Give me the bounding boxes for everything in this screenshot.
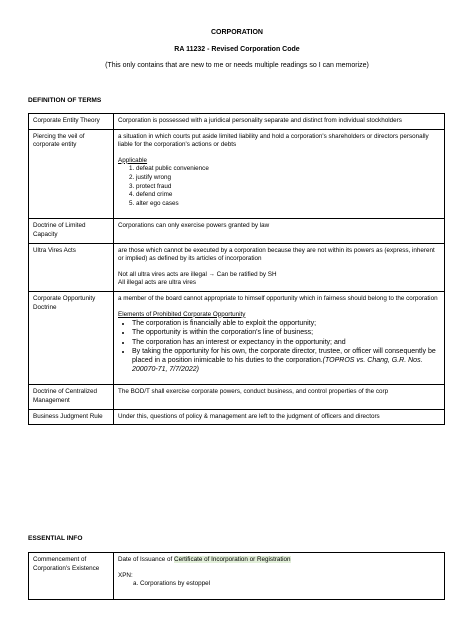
list-item: • The opportunity is within the corporation's line of business; — [132, 328, 440, 337]
applicable-label: Applicable — [118, 156, 148, 164]
definition-ultra-vires — [114, 243, 445, 291]
xpn-list — [118, 580, 440, 589]
term-corporate-entity: Corporate Entity Theory — [29, 114, 114, 130]
elements-label: Elements of Prohibited Corporate Opportunity — [118, 310, 246, 318]
term-piercing: Piercing the veil of corporate entity — [29, 129, 114, 219]
definition-limited-capacity: Corporations can only exercise powers granted by law — [114, 219, 445, 243]
essential-table — [28, 552, 445, 600]
list-item: a. Corporations by estoppel — [140, 580, 440, 589]
term-corporate-opportunity: Corporate Opportunity Doctrine — [29, 291, 114, 384]
section-heading-definitions: DEFINITION OF TERMS — [28, 97, 102, 104]
list-item: 5. alter ego cases — [136, 200, 440, 209]
commencement-prefix: Date of Issuance of — [118, 556, 175, 563]
list-item — [132, 347, 440, 375]
ultra-vires-line-2: Not all ultra vires acts are illegal → Can be ratified by SH — [118, 270, 277, 278]
list-item: 4. defend crime — [136, 191, 440, 200]
list-item: 3. protect fraud — [136, 183, 440, 192]
table-row — [29, 553, 445, 600]
definition-corporate-opportunity — [114, 291, 445, 384]
table-row — [29, 409, 445, 425]
term-commencement: Commencement of Corporation's Existence — [29, 553, 114, 600]
ultra-vires-text: are those which cannot be executed by a corporation because they are not within its powers as (express, inherent or implied) as defined by its articles of incorporation — [118, 246, 435, 263]
table-row — [29, 129, 445, 219]
definitions-table — [28, 113, 445, 425]
term-business-judgment: Business Judgment Rule — [29, 409, 114, 425]
term-limited-capacity: Doctrine of Limited Capacity — [29, 219, 114, 243]
definition-centralized: The BOD/T shall exercise corporate powers, conduct business, and control properties of the corp — [114, 385, 445, 409]
elements-list — [118, 319, 440, 374]
definition-business-judgment: Under this, questions of policy & management are left to the judgment of officers and directors — [114, 409, 445, 425]
table-row — [29, 385, 445, 409]
xpn-label: XPN: — [118, 571, 133, 579]
table-row — [29, 291, 445, 384]
term-ultra-vires: Ultra Vires Acts — [29, 243, 114, 291]
applicable-list — [118, 165, 440, 208]
highlighted-certificate: Certificate of Incorporation or Registration — [174, 556, 291, 563]
last-element-text: By taking the opportunity for his own, the corporate director, trustee, or officer will consequently be placed in a position inimicable to his duties to the corporation. — [132, 347, 436, 364]
list-item: • The corporation is financially able to exploit the opportunity; — [132, 319, 440, 328]
definition-commencement — [114, 553, 445, 600]
term-centralized: Doctrine of Centralized Management — [29, 385, 114, 409]
document-note: (This only contains that are new to me or needs multiple readings so I can memorize) — [105, 62, 369, 69]
definition-piercing — [114, 129, 445, 219]
corporate-opportunity-text: a member of the board cannot appropriate to himself opportunity which in fairness should belong to the corporation — [118, 294, 438, 302]
section-heading-essential: ESSENTIAL INFO — [28, 535, 83, 542]
list-item: 1. defeat public convenience — [136, 165, 440, 174]
ultra-vires-line-3: All illegal acts are ultra vires — [118, 279, 197, 287]
document-subtitle: RA 11232 - Revised Corporation Code — [174, 46, 300, 53]
commencement-text — [118, 556, 440, 565]
list-item: • The corporation has an interest or expectancy in the opportunity; and — [132, 338, 440, 347]
definition-corporate-entity: Corporation is possessed with a juridical personality separate and distinct from individual stockholders — [114, 114, 445, 130]
table-row — [29, 114, 445, 130]
piercing-text: a situation in which courts put aside limited liability and hold a corporation's shareholders or directors personally liable for the corporation's actions or debts — [118, 132, 429, 149]
table-row — [29, 219, 445, 243]
case-citation: (TOPROS vs. Chang, G.R. Nos. 200070-71, 7/7/2022) — [132, 356, 423, 374]
table-row — [29, 243, 445, 291]
list-item: 2. justify wrong — [136, 174, 440, 183]
document-title: CORPORATION — [211, 29, 263, 36]
